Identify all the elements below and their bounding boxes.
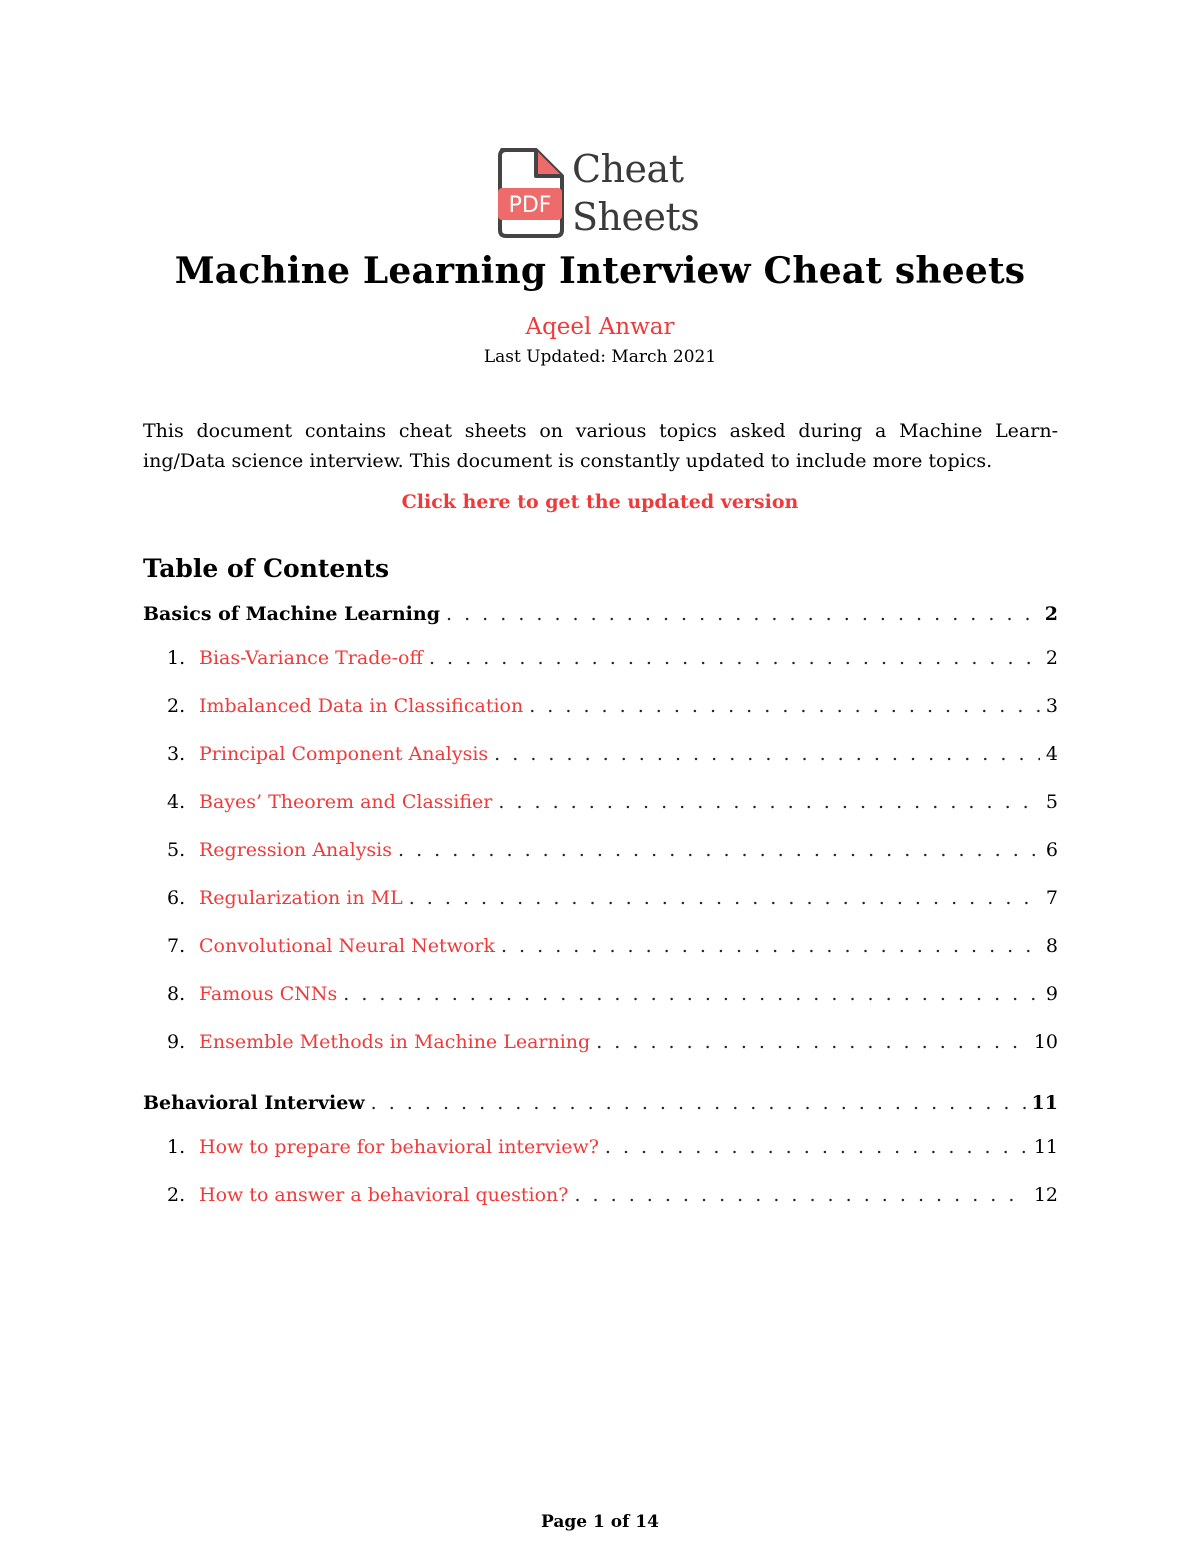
toc-leader-dots [498,791,1040,813]
cheat-sheets-logo [496,146,700,242]
intro-line-2: ing/Data science interview. This document is constantly updated to include more topics. [143,450,993,472]
toc-section-basics[interactable] [143,603,1058,625]
toc-leader-dots [501,935,1040,957]
toc-section-title: Behavioral Interview [143,1092,365,1114]
toc-item-pca[interactable] [167,743,1058,765]
toc-item-link[interactable]: Bias-Variance Trade-off [199,647,423,669]
toc-item-link[interactable]: Ensemble Methods in Machine Learning [199,1031,591,1053]
updated-version-link[interactable]: Click here to get the updated version [401,491,799,513]
toc-item-link[interactable]: Convolutional Neural Network [199,935,495,957]
toc-item-link[interactable]: How to answer a behavioral question? [199,1184,569,1206]
toc-item-number: 4. [167,791,186,813]
toc-item-cnn[interactable] [167,935,1058,957]
toc-page-number: 6 [1045,839,1058,861]
toc-item-number: 1. [167,1136,186,1158]
toc-page-number: 8 [1045,935,1058,957]
toc-item-link[interactable]: Principal Component Analysis [199,743,489,765]
toc-item-link[interactable]: Famous CNNs [199,983,338,1005]
toc-page-number: 4 [1045,743,1058,765]
toc-item-link[interactable]: Imbalanced Data in Classification [199,695,524,717]
toc-item-link[interactable]: Regularization in ML [199,887,403,909]
toc-item-number: 9. [167,1031,186,1053]
toc-page-number: 3 [1045,695,1058,717]
toc-leader-dots [409,887,1040,909]
toc-leader-dots [343,983,1040,1005]
toc-item-number: 3. [167,743,186,765]
toc-item-famous-cnns[interactable] [167,983,1058,1005]
logo-word-sheets: Sheets [572,195,700,239]
toc-item-ensemble[interactable] [167,1031,1058,1053]
logo-word-cheat: Cheat [572,147,684,191]
toc-item-bias-variance[interactable] [167,647,1058,669]
author-name: Aqeel Anwar [525,314,675,340]
toc-page-number: 12 [1033,1184,1058,1206]
toc-heading: Table of Contents [143,554,390,583]
document-title: Machine Learning Interview Cheat sheets [174,250,1026,292]
toc-leader-dots [371,1092,1026,1114]
intro-paragraph [143,416,1058,476]
pdf-badge-text: PDF [508,193,552,218]
toc-page-number: 2 [1044,603,1058,625]
toc-item-link[interactable]: How to prepare for behavioral interview? [199,1136,599,1158]
toc-item-number: 2. [167,695,186,717]
toc-item-number: 8. [167,983,186,1005]
page-footer: Page 1 of 14 [541,1512,659,1532]
toc-item-answer-behavioral[interactable] [167,1184,1058,1206]
toc-leader-dots [574,1184,1027,1206]
toc-leader-dots [398,839,1040,861]
toc-item-regression[interactable] [167,839,1058,861]
pdf-file-icon [496,146,568,238]
toc-item-regularization[interactable] [167,887,1058,909]
toc-leader-dots [596,1031,1028,1053]
toc-leader-dots [446,603,1039,625]
toc-item-number: 2. [167,1184,186,1206]
toc-page-number: 11 [1031,1092,1058,1114]
toc-item-number: 6. [167,887,186,909]
last-updated: Last Updated: March 2021 [483,347,717,367]
toc-item-number: 5. [167,839,186,861]
toc-page-number: 10 [1033,1031,1058,1053]
toc-item-number: 7. [167,935,186,957]
toc-page-number: 11 [1033,1136,1058,1158]
toc-item-link[interactable]: Bayes’ Theorem and Classifier [199,791,493,813]
toc-item-prepare-behavioral[interactable] [167,1136,1058,1158]
toc-section-behavioral[interactable] [143,1092,1058,1114]
toc-leader-dots [529,695,1040,717]
toc-page-number: 2 [1045,647,1058,669]
toc-page-number: 5 [1045,791,1058,813]
toc-leader-dots [494,743,1040,765]
toc-page-number: 9 [1045,983,1058,1005]
toc-item-link[interactable]: Regression Analysis [199,839,393,861]
toc-item-number: 1. [167,647,186,669]
toc-leader-dots [429,647,1040,669]
intro-line-1: This document contains cheat sheets on various topics asked during a Machine Learn- [143,420,1058,442]
toc-section-title: Basics of Machine Learning [143,603,440,625]
toc-item-bayes[interactable] [167,791,1058,813]
toc-page-number: 7 [1045,887,1058,909]
toc-leader-dots [605,1136,1028,1158]
toc-item-imbalanced-data[interactable] [167,695,1058,717]
